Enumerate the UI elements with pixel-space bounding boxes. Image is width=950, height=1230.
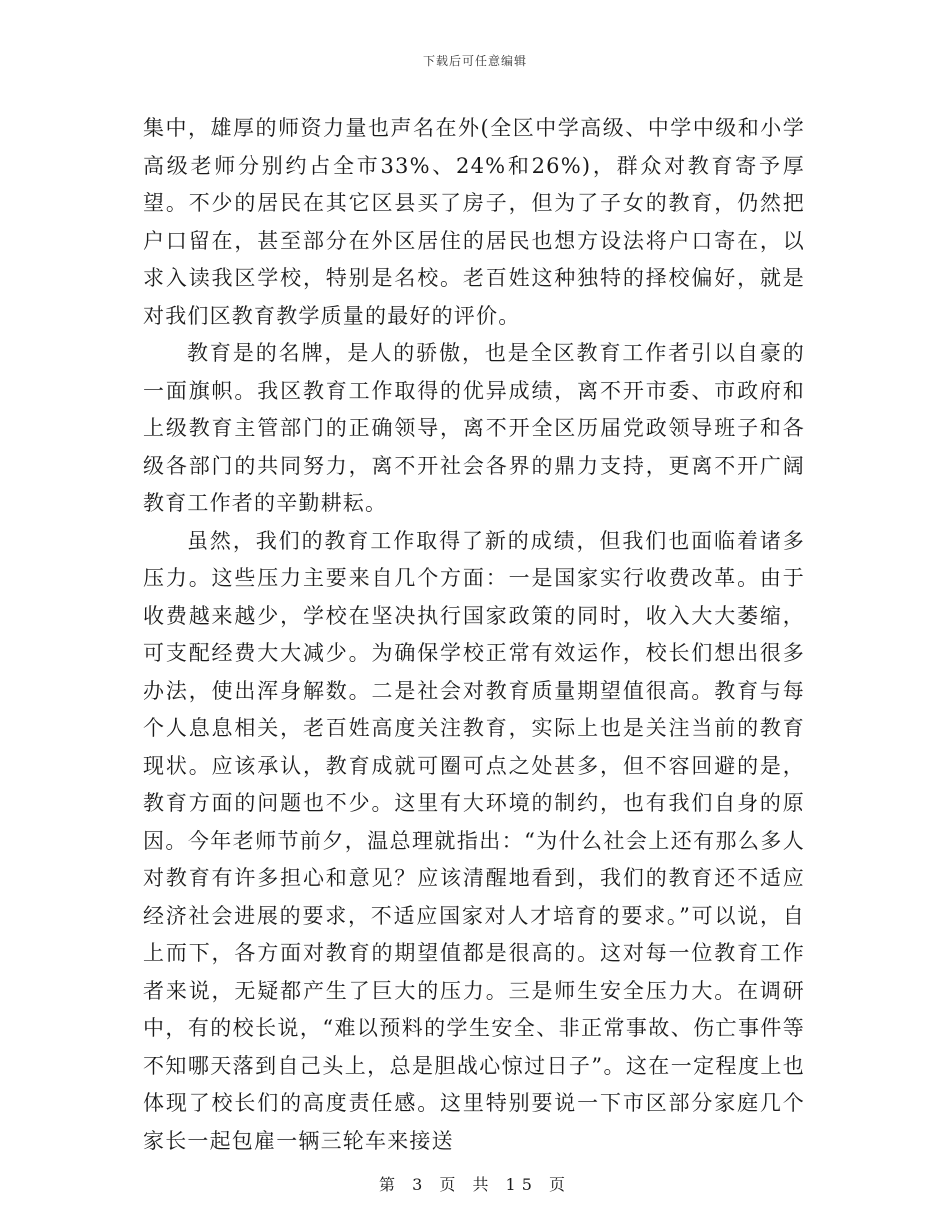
paragraph-3: 虽然，我们的教育工作取得了新的成绩，但我们也面临着诸多压力。这些压力主要来自几个方面：一是国家实行收费改革。由于收费越来越少，学校在坚决执行国家政策的同时，收入大大萎缩，可支配经费大大减少。为确保学校正常有效运作，校长们想出很多办法，使出浑身解数。二是社会对教育质量期望值很高。教育与每个人息息相关，老百姓高度关注教育，实际上也是关注当前的教育现状。应该承认，教育成就可圈可点之处甚多，但不容回避的是，教育方面的问题也不少。这里有大环境的制约，也有我们自身的原因。今年老师节前夕，温总理就指出：“为什么社会上还有那么多人对教育有许多担心和意见？应该清醒地看到，我们的教育还不适应经济社会进展的要求，不适应国家对人才培育的要求。”可以说，自上而下，各方面对教育的期望值都是很高的。这对每一位教育工作者来说，无疑都产生了巨大的压力。三是师生安全压力大。在调研中，有的校长说，“难以预料的学生安全、非正常事故、伤亡事件等不知哪天落到自己头上，总是胆战心惊过日子”。这在一定程度上也体现了校长们的高度责任感。这里特别要说一下市区部分家庭几个家长一起包雇一辆三轮车来接送: [143, 528, 805, 1153]
document-body: [143, 110, 805, 1160]
paragraph-2: 教育是的名牌，是人的骄傲，也是全区教育工作者引以自豪的一面旗帜。我区教育工作取得的优异成绩，离不开市委、市政府和上级教育主管部门的正确领导，离不开全区历届党政领导班子和各级各部门的共同努力，离不开社会各界的鼎力支持，更离不开广阔教育工作者的辛勤耕耘。: [143, 341, 805, 515]
page-number-footer: 第 3 页 共 15 页: [379, 1175, 571, 1194]
paragraph-1: 集中，雄厚的师资力量也声名在外(全区中学高级、中学中级和小学高级老师分别约占全市33%、24%和26%)，群众对教育寄予厚望。不少的居民在其它区县买了房子，但为了子女的教育，仍然把户口留在，甚至部分在外区居住的居民也想方设法将户口寄在，以求入读我区学校，特别是名校。老百姓这种独特的择校偏好，就是对我们区教育教学质量的最好的评价。: [143, 116, 805, 328]
page-header: 下载后可任意编辑: [422, 54, 527, 68]
